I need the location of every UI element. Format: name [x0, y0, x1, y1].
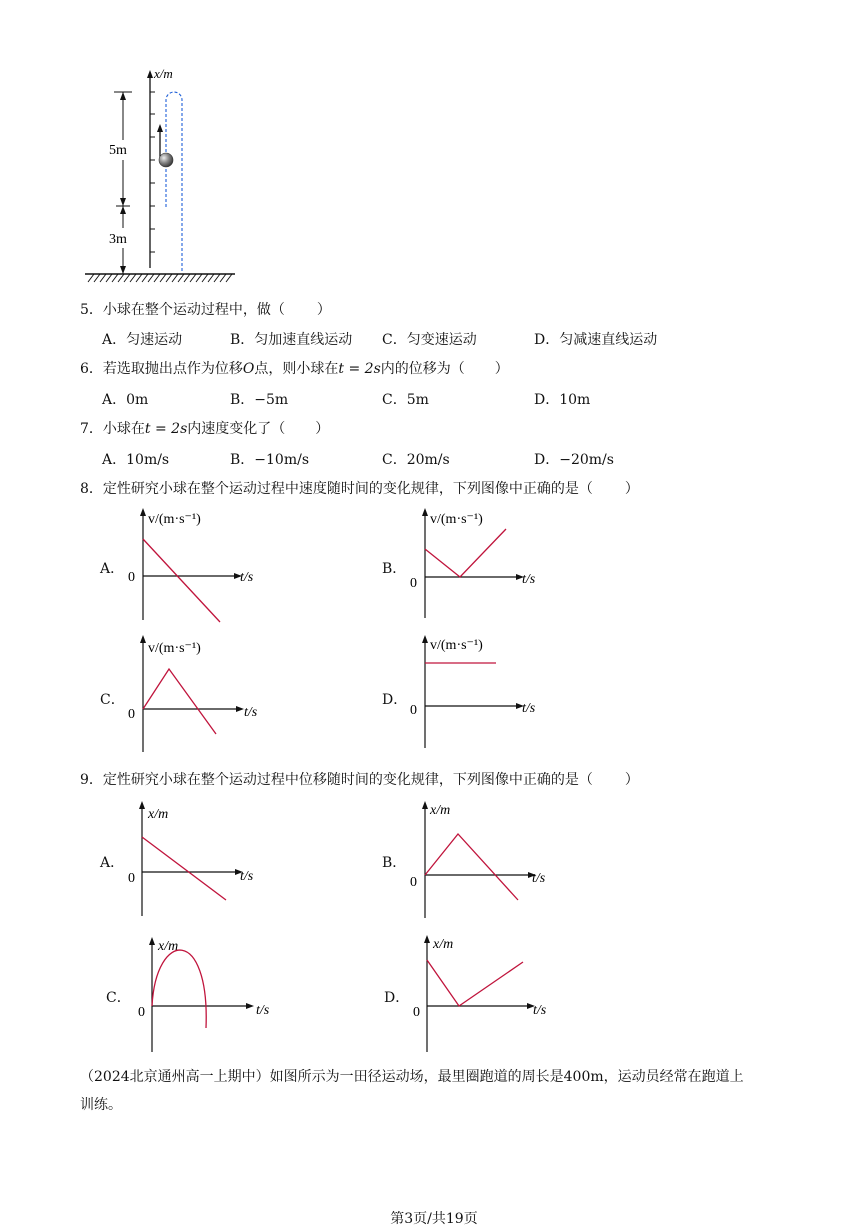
question-6: 6．若选取抛出点作为位移O点，则小球在t = 2s内的位移为（ ）: [80, 361, 509, 377]
option-9c[interactable]: C．: [106, 990, 131, 1006]
ground-hatching: [88, 274, 232, 282]
dim-label-5m: 5m: [109, 143, 127, 158]
svg-text:t/s: t/s: [522, 701, 536, 716]
svg-text:0: 0: [128, 570, 135, 585]
option-5b[interactable]: B．匀加速直线运动: [230, 332, 353, 348]
svg-text:x/m: x/m: [430, 803, 451, 818]
svg-text:t/s: t/s: [240, 869, 254, 884]
option-7c[interactable]: C．20m/s: [382, 452, 450, 468]
ball: [159, 153, 173, 167]
svg-text:v/(m·s⁻¹): v/(m·s⁻¹): [430, 638, 483, 653]
svg-text:0: 0: [410, 703, 417, 718]
option-7a[interactable]: A．10m/s: [102, 452, 170, 468]
option-5a[interactable]: A．匀速运动: [102, 332, 183, 348]
svg-text:v/(m·s⁻¹): v/(m·s⁻¹): [430, 512, 483, 527]
option-8c[interactable]: C．: [100, 692, 125, 708]
option-6c[interactable]: C．5m: [382, 392, 429, 408]
question-number: 5．: [80, 302, 103, 318]
graph-9b[interactable]: [392, 798, 557, 923]
svg-text:t/s: t/s: [240, 570, 254, 585]
trajectory-path: [166, 92, 182, 273]
svg-text:0: 0: [138, 1005, 145, 1020]
svg-text:0: 0: [413, 1005, 420, 1020]
passage-line-1: （2024北京通州高一上期中）如图所示为一田径运动场，最里圈跑道的周长是400m，运动员经常在跑道上: [80, 1069, 744, 1085]
x-axis-arrow: [147, 70, 153, 78]
svg-text:0: 0: [410, 875, 417, 890]
graph-line: [425, 834, 518, 900]
option-7b[interactable]: B．−10m/s: [230, 452, 310, 468]
svg-text:v/(m·s⁻¹): v/(m·s⁻¹): [148, 641, 201, 656]
option-9d[interactable]: D．: [384, 990, 410, 1006]
svg-text:t/s: t/s: [533, 1003, 547, 1018]
svg-text:x/m: x/m: [433, 937, 454, 952]
graph-8d[interactable]: [392, 632, 552, 750]
svg-text:t/s: t/s: [532, 871, 546, 886]
option-6d[interactable]: D．10m: [534, 392, 591, 408]
graph-line: [425, 529, 506, 577]
graph-line: [143, 669, 216, 734]
question-7: 7．小球在t = 2s内速度变化了（ ）: [80, 421, 330, 437]
graph-line: [143, 539, 220, 622]
svg-text:t/s: t/s: [256, 1003, 270, 1018]
motion-figure: [80, 62, 250, 290]
question-5: 5．小球在整个运动过程中，做（ ）: [80, 302, 331, 318]
x-axis-label: x/m: [154, 66, 173, 81]
page-footer: 第3页/共19页: [390, 1211, 478, 1227]
option-6a[interactable]: A．0m: [102, 392, 149, 408]
graph-8b[interactable]: [392, 505, 552, 625]
question-stem: 小球在整个运动过程中，做（: [102, 302, 285, 318]
option-5c[interactable]: C．匀变速运动: [382, 332, 477, 348]
question-8: 8．定性研究小球在整个运动过程中速度随时间的变化规律，下列图像中正确的是（ ）: [80, 481, 639, 497]
graph-9c[interactable]: [118, 932, 283, 1054]
graph-9a[interactable]: [110, 798, 270, 918]
svg-text:x/m: x/m: [148, 807, 169, 822]
option-9b[interactable]: B．: [382, 855, 407, 871]
option-8d[interactable]: D．: [382, 692, 408, 708]
svg-text:0: 0: [128, 707, 135, 722]
option-9a[interactable]: A．: [100, 855, 125, 871]
svg-text:t/s: t/s: [522, 572, 536, 587]
y-axis-label: v/(m·s⁻¹): [148, 512, 201, 527]
svg-text:x/m: x/m: [158, 939, 179, 954]
svg-text:t/s: t/s: [244, 705, 258, 720]
graph-9d[interactable]: [393, 930, 558, 1054]
passage: [80, 1063, 800, 1119]
graph-line: [142, 837, 226, 900]
svg-text:0: 0: [128, 871, 135, 886]
option-5d[interactable]: D．匀减速直线运动: [534, 332, 658, 348]
option-6b[interactable]: B．−5m: [230, 392, 289, 408]
option-8b[interactable]: B．: [382, 561, 407, 577]
question-9: 9．定性研究小球在整个运动过程中位移随时间的变化规律，下列图像中正确的是（ ）: [80, 772, 639, 788]
svg-text:0: 0: [410, 576, 417, 591]
passage-line-2: 训练。: [80, 1097, 122, 1113]
graph-8c[interactable]: [110, 632, 270, 754]
option-7d[interactable]: D．−20m/s: [534, 452, 614, 468]
dim-label-3m: 3m: [109, 232, 127, 247]
graph-line: [427, 960, 523, 1006]
graph-curve: [152, 950, 206, 1028]
option-8a[interactable]: A．: [100, 561, 125, 577]
graph-8a[interactable]: [110, 505, 270, 630]
